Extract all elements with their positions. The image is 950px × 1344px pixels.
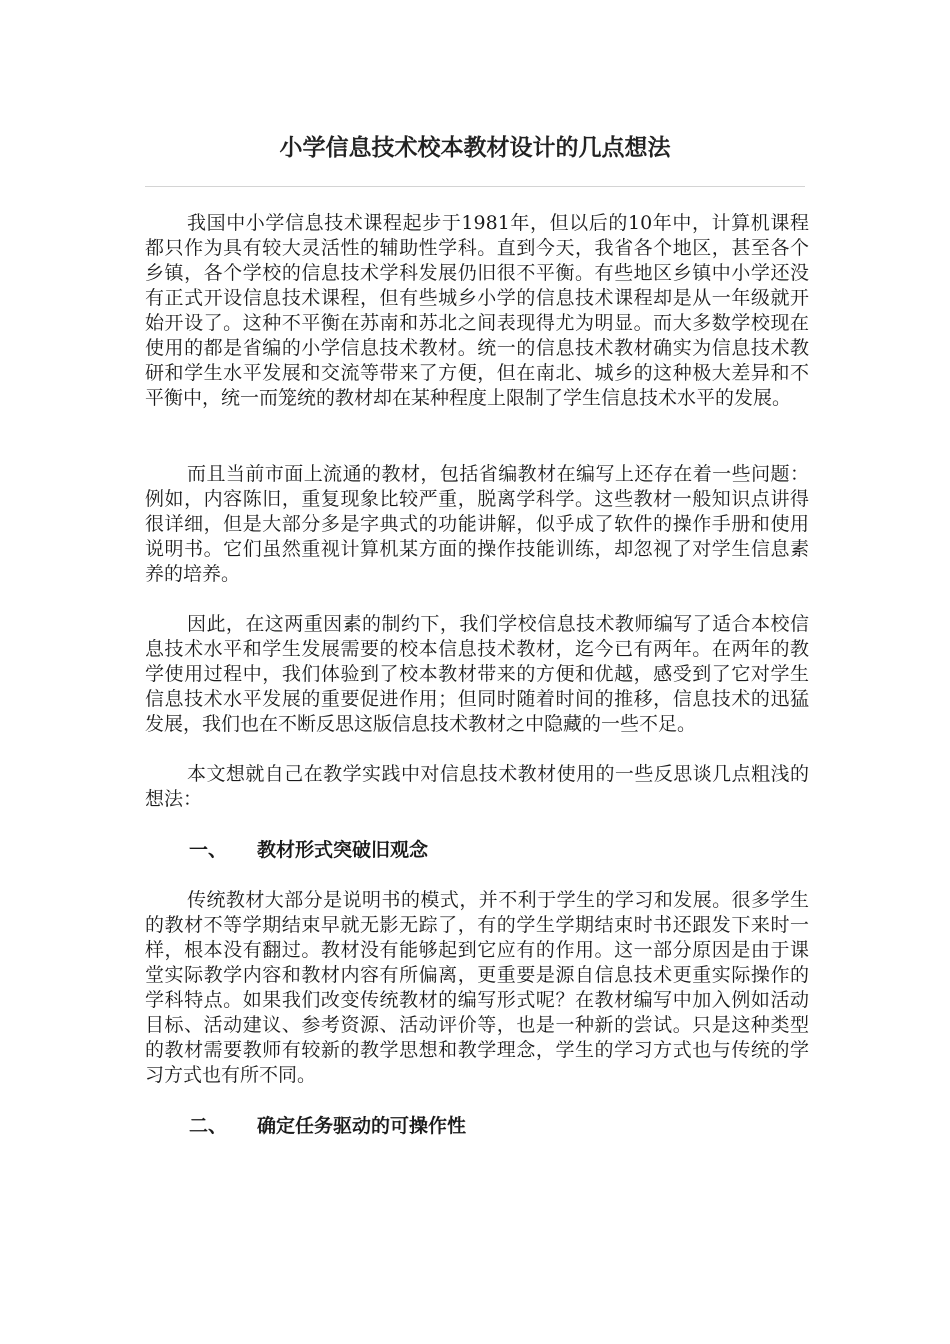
document-title: 小学信息技术校本教材设计的几点想法 <box>279 135 671 161</box>
paragraph-section-1: 传统教材大部分是说明书的模式，并不利于学生的学习和发展。很多学生的教材不等学期结束早就无影无踪了，有的学生学期结束时书还跟发下来时一样，根本没有翻过。教材没有能够起到它应有的作用。这一部分原因是由于课堂实际教学内容和教材内容有所偏离，更重要是源自信息技术更重实际操作的学科特点。如果我们改变传统教材的编写形式呢？在教材编写中加入例如活动目标、活动建议、参考资源、活动评价等，也是一种新的尝试。只是这种类型的教材需要教师有较新的教学思想和教学理念，学生的学习方式也与传统的学习方式也有所不同。 <box>145 889 809 1086</box>
section-number: 一、 <box>189 839 228 861</box>
paragraph-school-textbook: 因此，在这两重因素的制约下，我们学校信息技术教师编写了适合本校信息技术水平和学生发展需要的校本信息技术教材，迄今已有两年。在两年的教学使用过程中，我们体验到了校本教材带来的方便和优越，感受到了它对学生信息技术水平发展的重要促进作用；但同时随着时间的推移，信息技术的迅猛发展，我们也在不断反思这版信息技术教材之中隐藏的一些不足。 <box>145 613 809 735</box>
paragraph-spacer <box>145 737 809 762</box>
section-number: 二、 <box>189 1115 228 1137</box>
paragraph-spacer <box>145 1088 809 1113</box>
paragraph-textbook-problems: 而且当前市面上流通的教材，包括省编教材在编写上还存在着一些问题：例如，内容陈旧，重复现象比较严重，脱离学科学。这些教材一般知识点讲得很详细，但是大部分多是字典式的功能讲解，似乎成了软件的操作手册和使用说明书。它们虽然重视计算机某方面的操作技能训练，却忽视了对学生信息素养的培养。 <box>145 463 809 585</box>
paragraph-spacer <box>145 587 809 612</box>
title-divider <box>145 186 805 187</box>
section-heading-2 <box>145 1113 809 1139</box>
section-heading-1 <box>145 837 809 863</box>
paragraph-spacer <box>145 863 809 888</box>
paragraph-spacer <box>145 411 809 462</box>
paragraph-purpose: 本文想就自己在教学实践中对信息技术教材使用的一些反思谈几点粗浅的想法： <box>145 763 809 810</box>
paragraph-spacer <box>145 812 809 837</box>
section-title: 确定任务驱动的可操作性 <box>257 1115 467 1137</box>
paragraph-intro: 我国中小学信息技术课程起步于1981年，但以后的10年中，计算机课程都只作为具有较大灵活性的辅助性学科。直到今天，我省各个地区，甚至各个乡镇，各个学校的信息技术学科发展仍旧很不平衡。有些地区乡镇中小学还没有正式开设信息技术课程，但有些城乡小学的信息技术课程却是从一年级就开始开设了。这种不平衡在苏南和苏北之间表现得尤为明显。而大多数学校现在使用的都是省编的小学信息技术教材。统一的信息技术教材确实为信息技术教研和学生水平发展和交流等带来了方便，但在南北、城乡的这种极大差异和不平衡中，统一而笼统的教材却在某种程度上限制了学生信息技术水平的发展。 <box>145 212 809 409</box>
document-body <box>145 211 809 1139</box>
section-title: 教材形式突破旧观念 <box>257 839 429 861</box>
